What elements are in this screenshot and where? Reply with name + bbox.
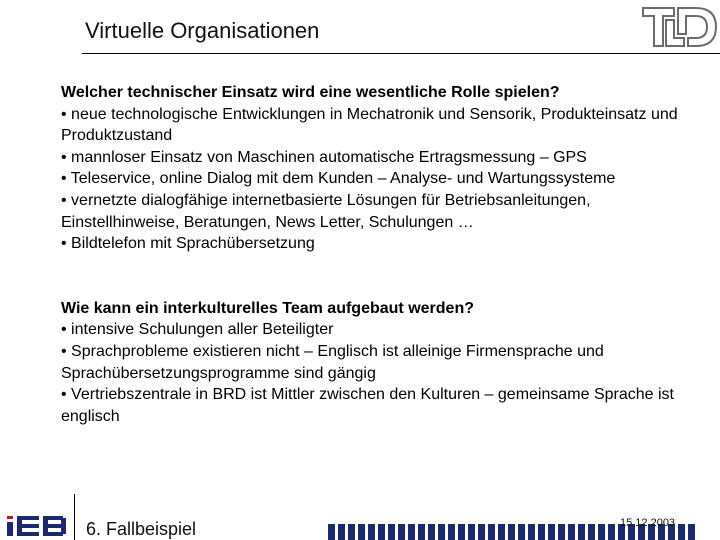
footer-bar-segment — [398, 524, 405, 540]
footer-bar-segment — [588, 524, 595, 540]
footer-bar-segment — [448, 524, 455, 540]
section-heading: Wie kann ein interkulturelles Team aufgebaut werden? — [61, 299, 474, 317]
footer-bar-segment — [338, 524, 345, 540]
title-divider — [82, 53, 720, 54]
footer-bar-segment — [608, 524, 615, 540]
footer-bar-segment — [578, 524, 585, 540]
footer-bar-segment — [598, 524, 605, 540]
footer-bar-segment — [498, 524, 505, 540]
footer-bar-segment — [378, 524, 385, 540]
footer-section-label: 6. Fallbeispiel — [86, 519, 197, 539]
section-intercultural-team — [61, 298, 701, 428]
footer-bar-segment — [568, 524, 575, 540]
footer-bar-segment — [528, 524, 535, 540]
footer-bar-segment — [408, 524, 415, 540]
footer-bar-segment — [678, 524, 685, 540]
footer-bar-segment — [688, 524, 695, 540]
page-title: Virtuelle Organisationen — [85, 18, 320, 43]
bullet-item: • Vertriebszentrale in BRD ist Mittler zwischen den Kulturen – gemeinsame Sprache ist englisch — [61, 386, 674, 425]
bullet-item: • intensive Schulungen aller Beteiligter — [61, 321, 334, 339]
bullet-item: • Teleservice, online Dialog mit dem Kunden – Analyse- und Wartungssysteme — [61, 170, 616, 188]
tud-logo-icon — [640, 4, 720, 50]
footer-bar-segment — [348, 524, 355, 540]
bullet-item: • Sprachprobleme existieren nicht – Englisch ist alleinige Firmensprache und Sprachübersetzungsprogramme sind gängig — [61, 342, 604, 382]
footer-bar-segment — [478, 524, 485, 540]
footer-bar-segment — [368, 524, 375, 540]
footer-bar-segment — [468, 524, 475, 540]
footer-bar-segment — [418, 524, 425, 540]
section-technical-use — [61, 82, 701, 255]
footer-bar-segment — [518, 524, 525, 540]
footer-bar-segment — [508, 524, 515, 540]
footer-bar-segment — [388, 524, 395, 540]
slide-body — [61, 82, 701, 427]
footer-bar-segment — [358, 524, 365, 540]
ieb-logo-icon — [6, 515, 68, 537]
footer-divider — [74, 494, 75, 540]
section-heading: Welcher technischer Einsatz wird eine wesentliche Rolle spielen? — [61, 84, 560, 101]
footer-bar-segment — [428, 524, 435, 540]
footer-bar-segment — [458, 524, 465, 540]
footer-bar-segment — [558, 524, 565, 540]
footer-bar-segment — [438, 524, 445, 540]
footer-bar-segment — [328, 524, 335, 540]
footer-date: 15.12.2003 — [620, 517, 676, 529]
bullet-item: • neue technologische Entwicklungen in Mechatronik und Sensorik, Produkteinsatz und Produktzustand — [61, 105, 678, 145]
footer-bar-segment — [538, 524, 545, 540]
bullet-item: • Bildtelefon mit Sprachübersetzung — [61, 235, 315, 253]
bullet-item: • vernetzte dialogfähige internetbasierte Lösungen für Betriebsanleitungen, Einstellhinweise, Beratungen, News Letter, Schulungen … — [61, 191, 591, 231]
footer-bar-segment — [488, 524, 495, 540]
footer-bar-segment — [548, 524, 555, 540]
bullet-item: • mannloser Einsatz von Maschinen automatische Ertragsmessung – GPS — [61, 148, 587, 166]
